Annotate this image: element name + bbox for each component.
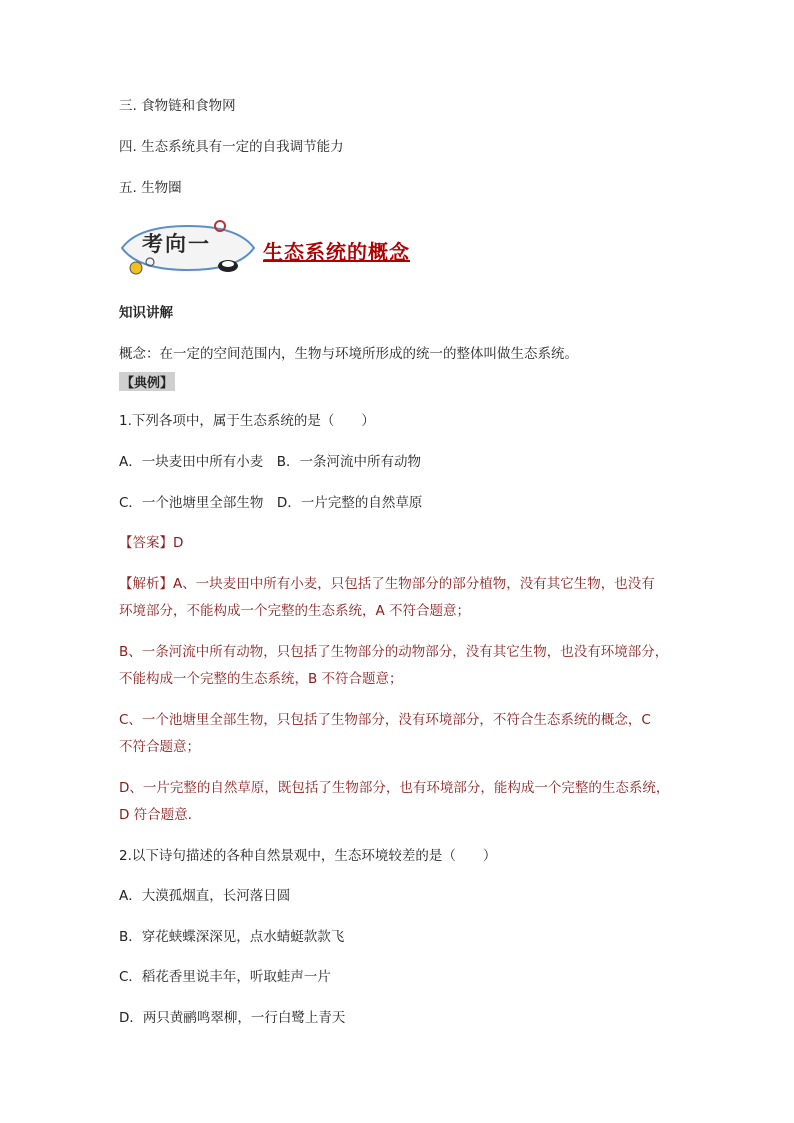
q1-options-ab: A．一块麦田中所有小麦 B．一条河流中所有动物 xyxy=(119,454,421,470)
q1-answer: 【答案】D xyxy=(119,535,184,551)
q1-options-cd: C．一个池塘里全部生物 D．一片完整的自然草原 xyxy=(119,495,423,511)
q1-analysis-line: D 符合题意. xyxy=(119,807,192,823)
banner-badge-text: 考向一 xyxy=(142,231,211,256)
q2-option-d: D．两只黄鹂鸣翠柳，一行白鹭上青天 xyxy=(119,1010,346,1026)
q1-stem: 1.下列各项中，属于生态系统的是（ ） xyxy=(119,413,375,429)
outline-item-4: 四. 生态系统具有一定的自我调节能力 xyxy=(119,139,344,155)
q1-analysis-line: 不能构成一个完整的生态系统，B 不符合题意； xyxy=(119,671,403,687)
q1-analysis-line: 环境部分，不能构成一个完整的生态系统，A 不符合题意； xyxy=(119,603,471,619)
q2-option-c: C．稻花香里说丰年，听取蛙声一片 xyxy=(119,969,331,985)
q1-analysis-line: B、一条河流中所有动物，只包括了生物部分的动物部分，没有其它生物，也没有环境部分， xyxy=(119,644,669,660)
q1-analysis-line: 不符合题意； xyxy=(119,739,200,755)
q2-option-a: A．大漠孤烟直，长河落日圆 xyxy=(119,888,291,904)
q1-analysis-line: D、一片完整的自然草原，既包括了生物部分，也有环境部分，能构成一个完整的生态系统， xyxy=(119,780,670,796)
outline-item-3: 三. 食物链和食物网 xyxy=(119,98,236,114)
q1-analysis-line: C、一个池塘里全部生物，只包括了生物部分，没有环境部分，不符合生态系统的概念，C xyxy=(119,712,651,728)
q2-stem: 2.以下诗句描述的各种自然景观中，生态环境较差的是（ ） xyxy=(119,848,497,864)
concept-text: 概念：在一定的空间范围内，生物与环境所形成的统一的整体叫做生态系统。 xyxy=(119,346,578,362)
knowledge-heading: 知识讲解 xyxy=(119,305,173,321)
outline-item-5: 五. 生物圈 xyxy=(119,180,182,196)
q2-option-b: B．穿花蛱蝶深深见，点水蜻蜓款款飞 xyxy=(119,929,345,945)
example-label: 【典例】 xyxy=(119,372,175,391)
section-title[interactable]: 生态系统的概念 xyxy=(263,240,410,264)
q1-analysis-line: 【解析】A、一块麦田中所有小麦，只包括了生物部分的部分植物，没有其它生物，也没有 xyxy=(119,576,655,592)
